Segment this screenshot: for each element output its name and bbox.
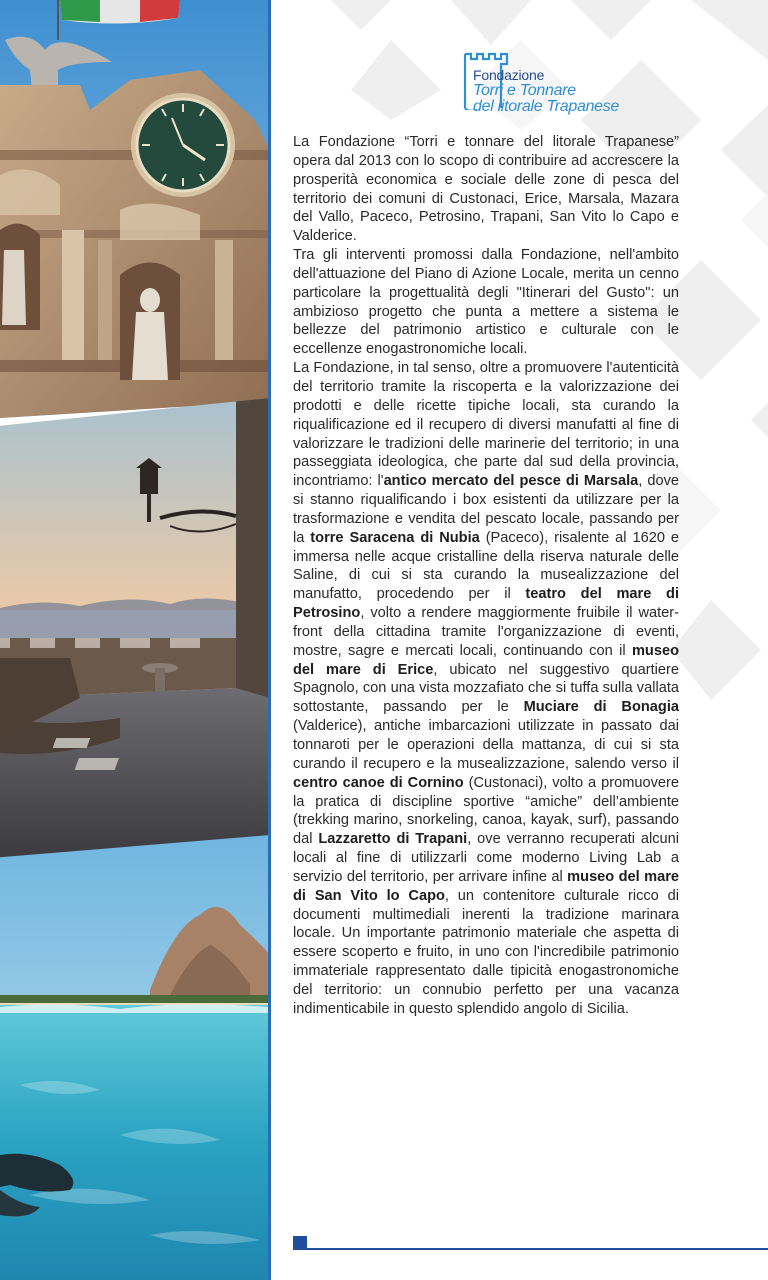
logo-text-litorale: del litorale Trapanese <box>473 98 620 115</box>
text-run: Tra gli interventi promossi dalla Fondazione, nell'ambito dell'attuazione del Piano di Azione Locale, merita un cenno particolare la progettualità degli "Itinerari del Gusto": un ambizioso progetto che punta a mettere a sistema le bellezze del patrimonio artistico e culturale con le eccellenze enogastronomiche locali. <box>293 247 679 358</box>
text-run: (Paceco), risalente al 1620 e immersa nelle acque cristalline della riserva naturale delle Saline, di cui si sta curando la musealizzazione del manufatto, procedendo per il <box>293 529 679 603</box>
footer-square <box>293 1236 307 1250</box>
logo-text-fondazione: Fondazione <box>473 67 545 83</box>
place-name-bold: Muciare di Bonagia <box>523 699 679 716</box>
photo-sea-diver <box>0 835 270 1280</box>
place-name-bold: Lazzaretto di Trapani <box>318 831 468 848</box>
text-run: (Valderice), antiche imbarcazioni utilizzate in passato dai tonnaroti per le operazioni della mattanza, di cui si sta curando il recupero e la musealizzazione, salendo verso il <box>293 718 679 772</box>
photo-terrace-sunset <box>0 398 270 860</box>
content-panel <box>271 0 768 1280</box>
paragraph-interventi <box>293 359 679 1019</box>
text-run: , volto a rendere maggiormente fruibile il water-front della cittadina tramite l'organizzazione di eventi, mostre, sagre e mercati locali, continuando con il <box>293 605 679 659</box>
text-run: (Custonaci), volto a promuovere la pratica di discipline sportive “amiche” dell’ambiente (trekking marino, snorkeling, canoa, kayak, surf), passando dal <box>293 774 679 848</box>
foundation-logo <box>457 52 687 118</box>
paragraph-itinerari <box>293 246 679 359</box>
text-run: , un contenitore culturale ricco di documenti multimediali inerenti la tradizione marinara locale. Un importante patrimonio materiale che aspetta di essere scoperto e fruito, in uno con l'incredibile patrimonio immateriale rappresentato dalle tipicità enogastronomiche del territorio: un connubio perfetto per una vacanza indimenticabile in questo splendido angolo di Sicilia. <box>293 887 679 1017</box>
logo-text-torri: Torri e Tonnare <box>473 82 576 99</box>
text-run: , dove si stanno riqualificando i box esistenti da utilizzare per la trasformazione e vendita del pescato locale, passando per la <box>293 473 679 546</box>
place-name-bold: torre Saracena di Nubia <box>310 529 480 546</box>
footer-rule <box>307 1248 768 1250</box>
place-name-bold: teatro del mare di Petrosino <box>293 586 680 622</box>
place-name-bold: centro canoe di Cornino <box>293 774 464 791</box>
text-run: , ove verranno recuperati alcuni locali al fine di utilizzarli come moderno Living Lab a servizio del territorio, per arrivare infine al <box>293 831 680 885</box>
text-run: , ubicato nel suggestivo quartiere Spagnolo, con una vista mozzafiato che si tuffa sulla vallata sottostante, passando per le <box>293 661 679 716</box>
place-name-bold: antico mercato del pesce di Marsala <box>383 473 639 490</box>
place-name-bold: museo del mare di Erice <box>293 642 679 678</box>
photo-clock-tower <box>0 0 270 418</box>
paragraph-intro <box>293 133 679 246</box>
place-name-bold: museo del mare di San Vito lo Capo <box>293 868 679 904</box>
article-body <box>293 133 679 1019</box>
text-run: La Fondazione, in tal senso, oltre a promuovere l'autenticità del territorio tramite la riscoperta e la valorizzazione dei prodotti e delle ricette tipiche locali, sta curando la riqualificazione ed il recupero di diversi manufatti al fine di valorizzare le tradizioni delle marinerie del territorio; in una passeggiata ideologica, che parte dal sud della provincia, incontriamo: l' <box>293 360 679 490</box>
text-run: La Fondazione “Torri e tonnare del litorale Trapanese” opera dal 2013 con lo scopo di contribuire ad accrescere la prosperità economica e sociale delle zone di pesca del territorio dei comuni di Custonaci, Erice, Marsala, Mazara del Vallo, Paceco, Petrosino, Trapani, San Vito lo Capo e Valderice. <box>293 134 679 245</box>
photo-column <box>0 0 270 1280</box>
